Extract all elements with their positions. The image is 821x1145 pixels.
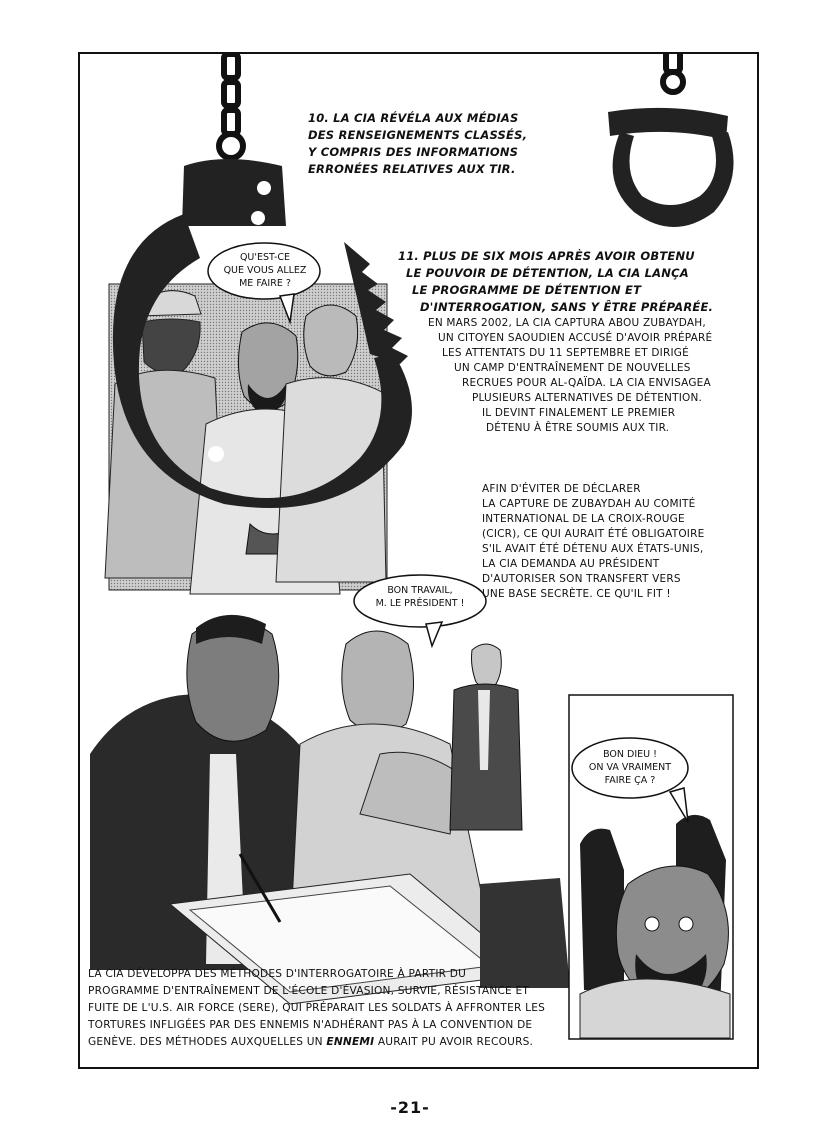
caption-line: 10. LA CIA RÉVÉLA AUX MÉDIAS bbox=[308, 111, 519, 125]
handcuff-right-icon bbox=[608, 54, 734, 227]
caption-icrc bbox=[482, 482, 732, 602]
caption-point-11 bbox=[398, 248, 738, 436]
speech-bubble-prisoner bbox=[216, 251, 314, 290]
caption-line: PLUSIEURS ALTERNATIVES DE DÉTENTION. bbox=[472, 392, 703, 404]
caption-line: RECRUES POUR AL-QAÏDA. LA CIA ENVISAGEA bbox=[462, 377, 711, 389]
caption-line: LA CIA DÉVELOPPA DES MÉTHODES D'INTERROGATOIRE À PARTIR DU bbox=[88, 968, 467, 980]
bubble-line: QUE VOUS ALLEZ bbox=[223, 265, 307, 276]
caption-line: AFIN D'ÉVITER DE DÉCLARER bbox=[482, 483, 641, 495]
caption-line: UNE BASE SECRÈTE. CE QU'IL FIT ! bbox=[482, 588, 671, 600]
page-number: -21- bbox=[390, 1098, 430, 1117]
caption-line: PROGRAMME D'ENTRAÎNEMENT DE L'ÉCOLE D'ÉVASION, SURVIE, RÉSISTANCE ET bbox=[88, 985, 530, 997]
caption-line: LES ATTENTATS DU 11 SEPTEMBRE ET DIRIGÉ bbox=[442, 347, 689, 359]
caption-line: UN CAMP D'ENTRAÎNEMENT DE NOUVELLES bbox=[454, 362, 691, 374]
caption-text: AURAIT PU AVOIR RECOURS. bbox=[377, 1036, 534, 1048]
caption-line: LE PROGRAMME DE DÉTENTION ET bbox=[412, 283, 642, 297]
caption-line: IL DEVINT FINALEMENT LE PREMIER bbox=[482, 407, 676, 419]
speech-bubble-detainee bbox=[580, 748, 680, 787]
caption-line bbox=[88, 1034, 558, 1051]
bubble-line: QU'EST-CE bbox=[239, 252, 291, 263]
caption-line: (CICR), CE QUI AURAIT ÉTÉ OBLIGATOIRE bbox=[482, 528, 705, 540]
speech-bubble-vice-president bbox=[360, 584, 480, 610]
bubble-line: ME FAIRE ? bbox=[239, 278, 291, 289]
comic-page bbox=[78, 52, 759, 1069]
bubble-line: FAIRE ÇA ? bbox=[604, 775, 656, 786]
caption-line: EN MARS 2002, LA CIA CAPTURA ABOU ZUBAYDAH, bbox=[428, 317, 706, 329]
caption-line: LE POUVOIR DE DÉTENTION, LA CIA LANÇA bbox=[406, 266, 689, 280]
caption-line: UN CITOYEN SAOUDIEN ACCUSÉ D'AVOIR PRÉPARÉ bbox=[438, 332, 713, 344]
caption-point-10 bbox=[308, 110, 548, 178]
caption-line: D'AUTORISER SON TRANSFERT VERS bbox=[482, 573, 681, 585]
caption-line: LA CIA DEMANDA AU PRÉSIDENT bbox=[482, 558, 660, 570]
caption-line: Y COMPRIS DES INFORMATIONS bbox=[308, 145, 519, 159]
signing-panel bbox=[90, 615, 570, 1004]
caption-line: TORTURES INFLIGÉES PAR DES ENNEMIS N'ADHÉRANT PAS À LA CONVENTION DE bbox=[88, 1019, 533, 1031]
caption-line: 11. PLUS DE SIX MOIS APRÈS AVOIR OBTENU bbox=[398, 249, 695, 263]
caption-line: S'IL AVAIT ÉTÉ DÉTENU AUX ÉTATS-UNIS, bbox=[482, 543, 704, 555]
bubble-line: BON TRAVAIL, bbox=[387, 585, 453, 596]
caption-line: ERRONÉES RELATIVES AUX TIR. bbox=[308, 162, 516, 176]
bubble-line: ON VA VRAIMENT bbox=[588, 762, 672, 773]
bubble-line: M. LE PRÉSIDENT ! bbox=[375, 598, 465, 609]
caption-sere bbox=[88, 966, 558, 1051]
caption-line: DES RENSEIGNEMENTS CLASSÉS, bbox=[308, 128, 528, 142]
caption-line: FUITE DE L'U.S. AIR FORCE (SERE), QUI PRÉPARAIT LES SOLDATS À AFFRONTER LES bbox=[88, 1002, 546, 1014]
caption-line: DÉTENU À ÊTRE SOUMIS AUX TIR. bbox=[486, 422, 670, 434]
caption-line: LA CAPTURE DE ZUBAYDAH AU COMITÉ bbox=[482, 498, 696, 510]
bubble-line: BON DIEU ! bbox=[603, 749, 657, 760]
caption-line: D'INTERROGATION, SANS Y ÊTRE PRÉPARÉE. bbox=[420, 300, 714, 314]
caption-line: INTERNATIONAL DE LA CROIX-ROUGE bbox=[482, 513, 685, 525]
caption-text: GENÈVE. DES MÉTHODES AUXQUELLES UN bbox=[88, 1036, 323, 1048]
emphasis-word: ENNEMI bbox=[326, 1036, 375, 1048]
